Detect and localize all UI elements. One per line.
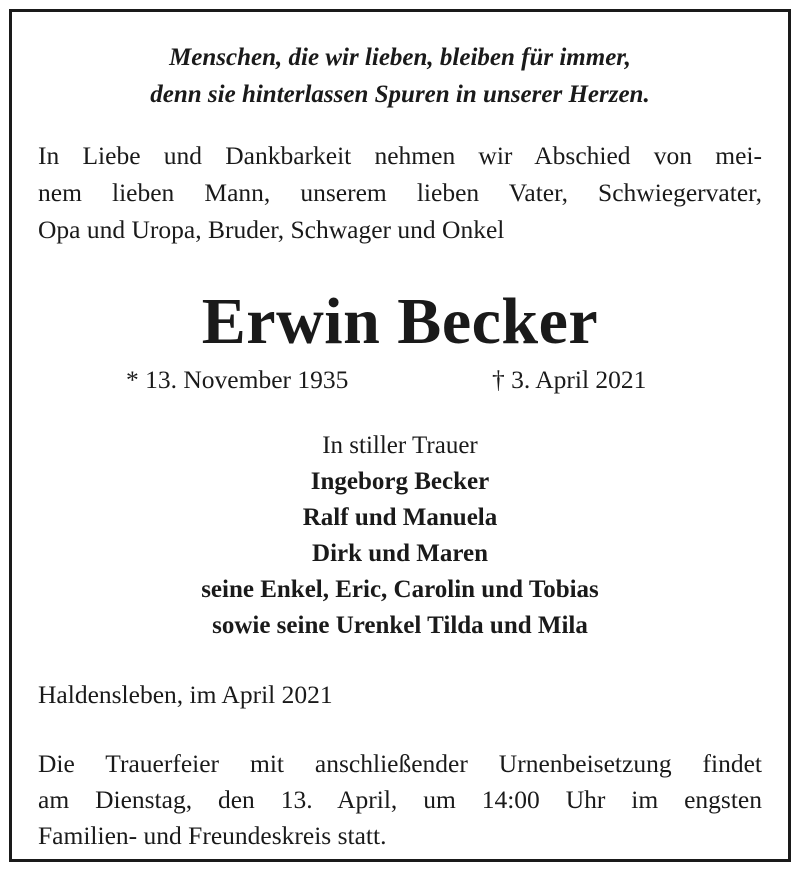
motto-line-2: denn sie hinterlassen Spuren in unserer Herzen. — [150, 81, 650, 108]
mourner-name: Dirk und Maren — [312, 540, 488, 567]
death-date: † 3. April 2021 — [492, 365, 647, 394]
mourners-heading: In stiller Trauer — [322, 432, 478, 459]
intro-line-1: In Liebe und Dankbarkeit nehmen wir Abschied von mei- — [38, 141, 762, 170]
mourner-name: Ralf und Manuela — [302, 504, 498, 531]
motto — [38, 39, 762, 113]
funeral-line-1: Die Trauerfeier mit anschließender Urnenbeisetzung findet — [38, 749, 762, 778]
birth-date: * 13. November 1935 — [126, 365, 349, 394]
obituary-content — [38, 12, 762, 859]
mourner-name: seine Enkel, Eric, Carolin und Tobias — [201, 576, 599, 603]
mourner-name: sowie seine Urenkel Tilda und Mila — [212, 612, 588, 639]
intro-line-3: Opa und Uropa, Bruder, Schwager und Onkel — [38, 215, 505, 244]
motto-line-1: Menschen, die wir lieben, bleiben für immer, — [169, 44, 631, 71]
intro-text — [38, 137, 762, 248]
intro-line-2: nem lieben Mann, unserem lieben Vater, Schwiegervater, — [38, 178, 762, 207]
place-and-date: Haldensleben, im April 2021 — [38, 680, 333, 709]
mourner-name: Ingeborg Becker — [310, 468, 490, 495]
deceased-name: Erwin Becker — [201, 285, 599, 358]
mourners-list — [38, 428, 762, 644]
funeral-line-2: am Dienstag, den 13. April, um 14:00 Uhr im engsten — [38, 785, 762, 814]
funeral-notice — [38, 746, 762, 854]
obituary-frame — [9, 9, 791, 862]
life-dates — [38, 360, 762, 400]
funeral-line-3: Familien- und Freundeskreis statt. — [38, 821, 387, 850]
